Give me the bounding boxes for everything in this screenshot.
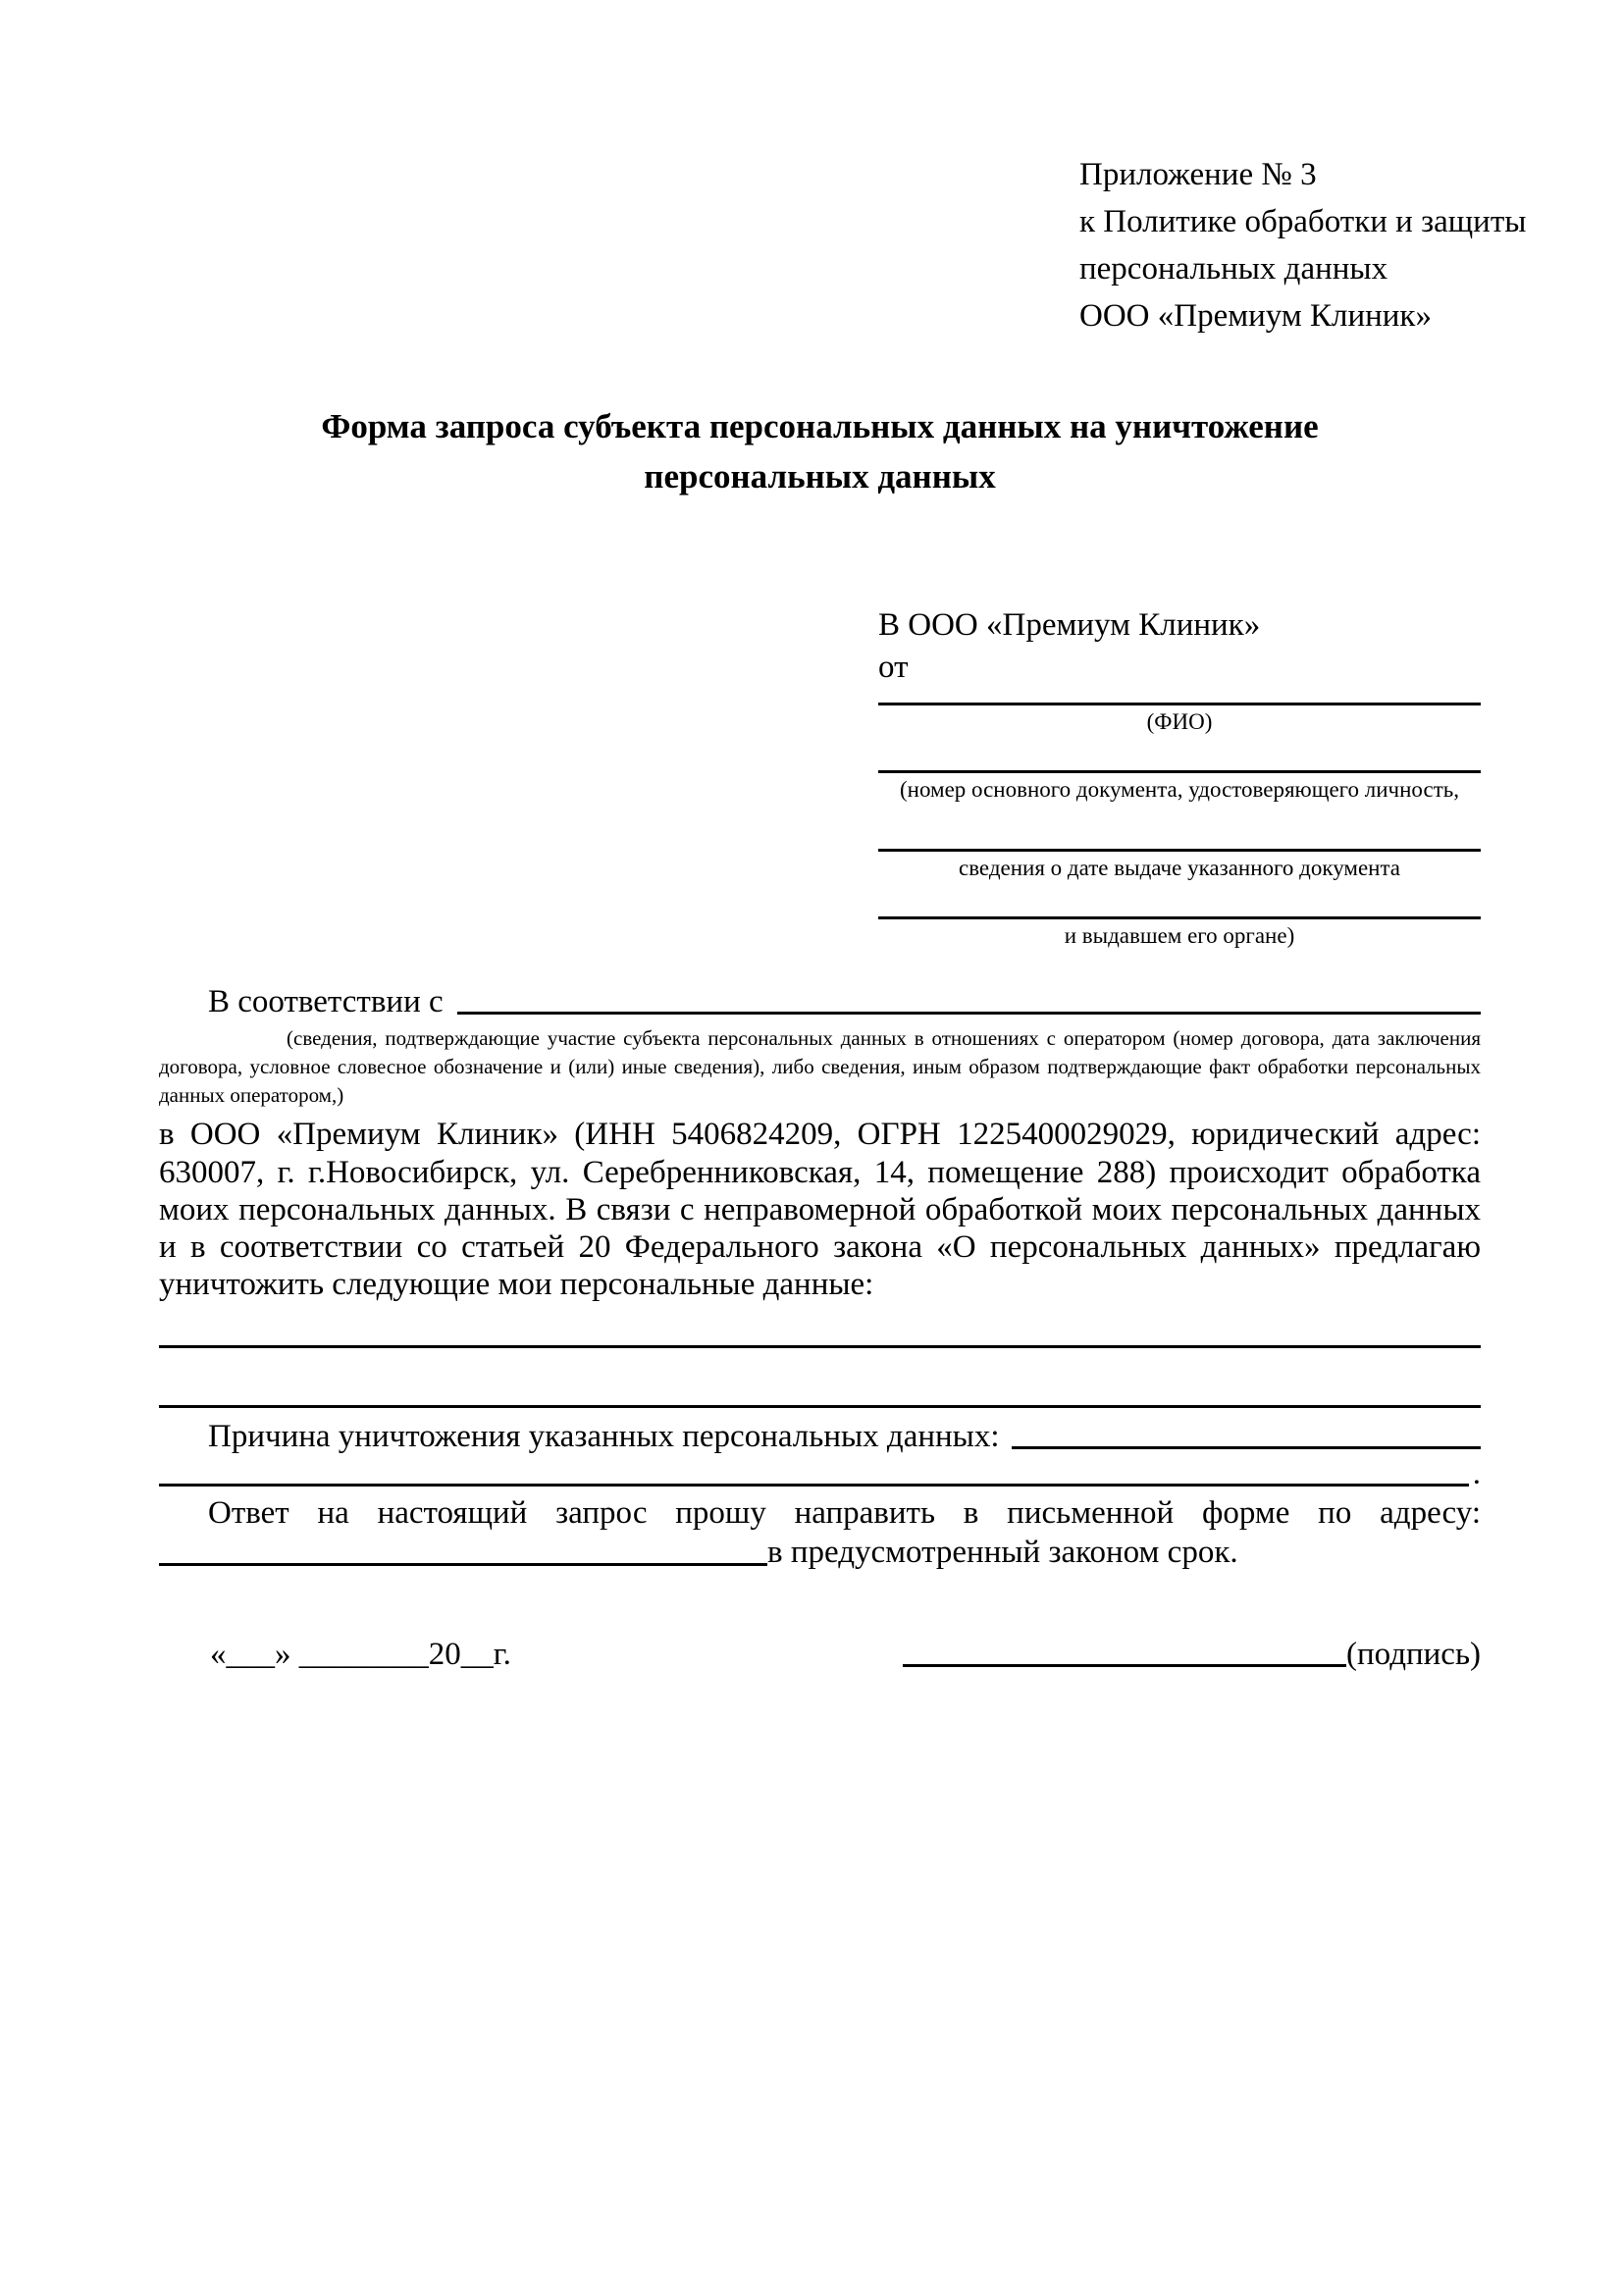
footer-row [159,1637,1481,1673]
answer-row-2 [159,1534,1481,1571]
date-blank-line: «___» ________20__г. [210,1636,511,1672]
appendix-header [1079,152,1527,339]
signature-group [903,1637,1481,1673]
main-paragraph: в ООО «Премиум Клиник» (ИНН 5406824209, ОГРН 1225400029029, юридический адрес: 630007, г. г.Новосибирск, ул. Серебренниковская, 14, помещение 288) происходит обработка моих персональных данных. В связи с неправомерной обработкой моих персональных данных и в соответствии со статьей 20 Федерального закона «О персональных данных» предлагаю уничтожить следующие мои персональные данные: [159,1117,1481,1303]
reason-row [159,1418,1481,1455]
accordance-label: В соответствии с [208,984,444,1020]
issue-date-field-line [878,804,1481,852]
fio-caption: (ФИО) [1146,708,1213,734]
addressee-block [878,604,1481,950]
reason-field-line-2 [159,1484,1469,1487]
signature-field-line [903,1664,1346,1667]
appendix-line-1: Приложение № 3 [1079,157,1317,192]
fio-field-line [878,689,1481,705]
reason-field-line-1 [1012,1446,1481,1449]
appendix-line-2: к Политике обработки и защиты [1079,203,1527,239]
doc-number-field-line [878,735,1481,773]
form-title: Форма запроса субъекта персональных данных на уничтожение персональных данных [321,407,1319,496]
address-field-line [159,1563,767,1566]
appendix-line-3: персональных данных [1079,250,1388,287]
answer-text: Ответ на настоящий запрос прошу направить в письменной форме по адресу: [208,1495,1481,1532]
blank-field-line-1 [159,1304,1481,1348]
accordance-row [159,984,1481,1020]
doc-number-caption: (номер основного документа, удостоверяющего личность, [899,777,1459,803]
answer-tail: в предусмотренный законом срок. [767,1535,1238,1571]
blank-field-line-2 [159,1348,1481,1408]
addressee-from-label: от [878,649,909,685]
reason-label: Причина уничтожения указанных персональных данных: [208,1418,1000,1454]
appendix-line-4: ООО «Премиум Клиник» [1079,297,1432,334]
small-print-note: (сведения, подтверждающие участие субъекта персональных данных в отношениях с оператором (номер договора, дата заключения договора, условное словесное обозначение и (или) иные сведения), либо сведения, иным образом подтверждающие факт обработки персональных данных оператором,) [159,1026,1481,1108]
accordance-field-line [457,1012,1481,1015]
answer-paragraph [159,1494,1481,1532]
reason-row-2 [159,1455,1481,1492]
signature-caption: (подпись) [1346,1636,1481,1672]
issuing-authority-caption: и выдавшем его органе) [1064,922,1295,948]
addressee-to: В ООО «Премиум Клиник» [878,606,1261,643]
issue-date-caption: сведения о дате выдаче указанного документа [958,855,1401,880]
reason-period: . [1472,1455,1481,1491]
issuing-authority-field-line [878,881,1481,919]
